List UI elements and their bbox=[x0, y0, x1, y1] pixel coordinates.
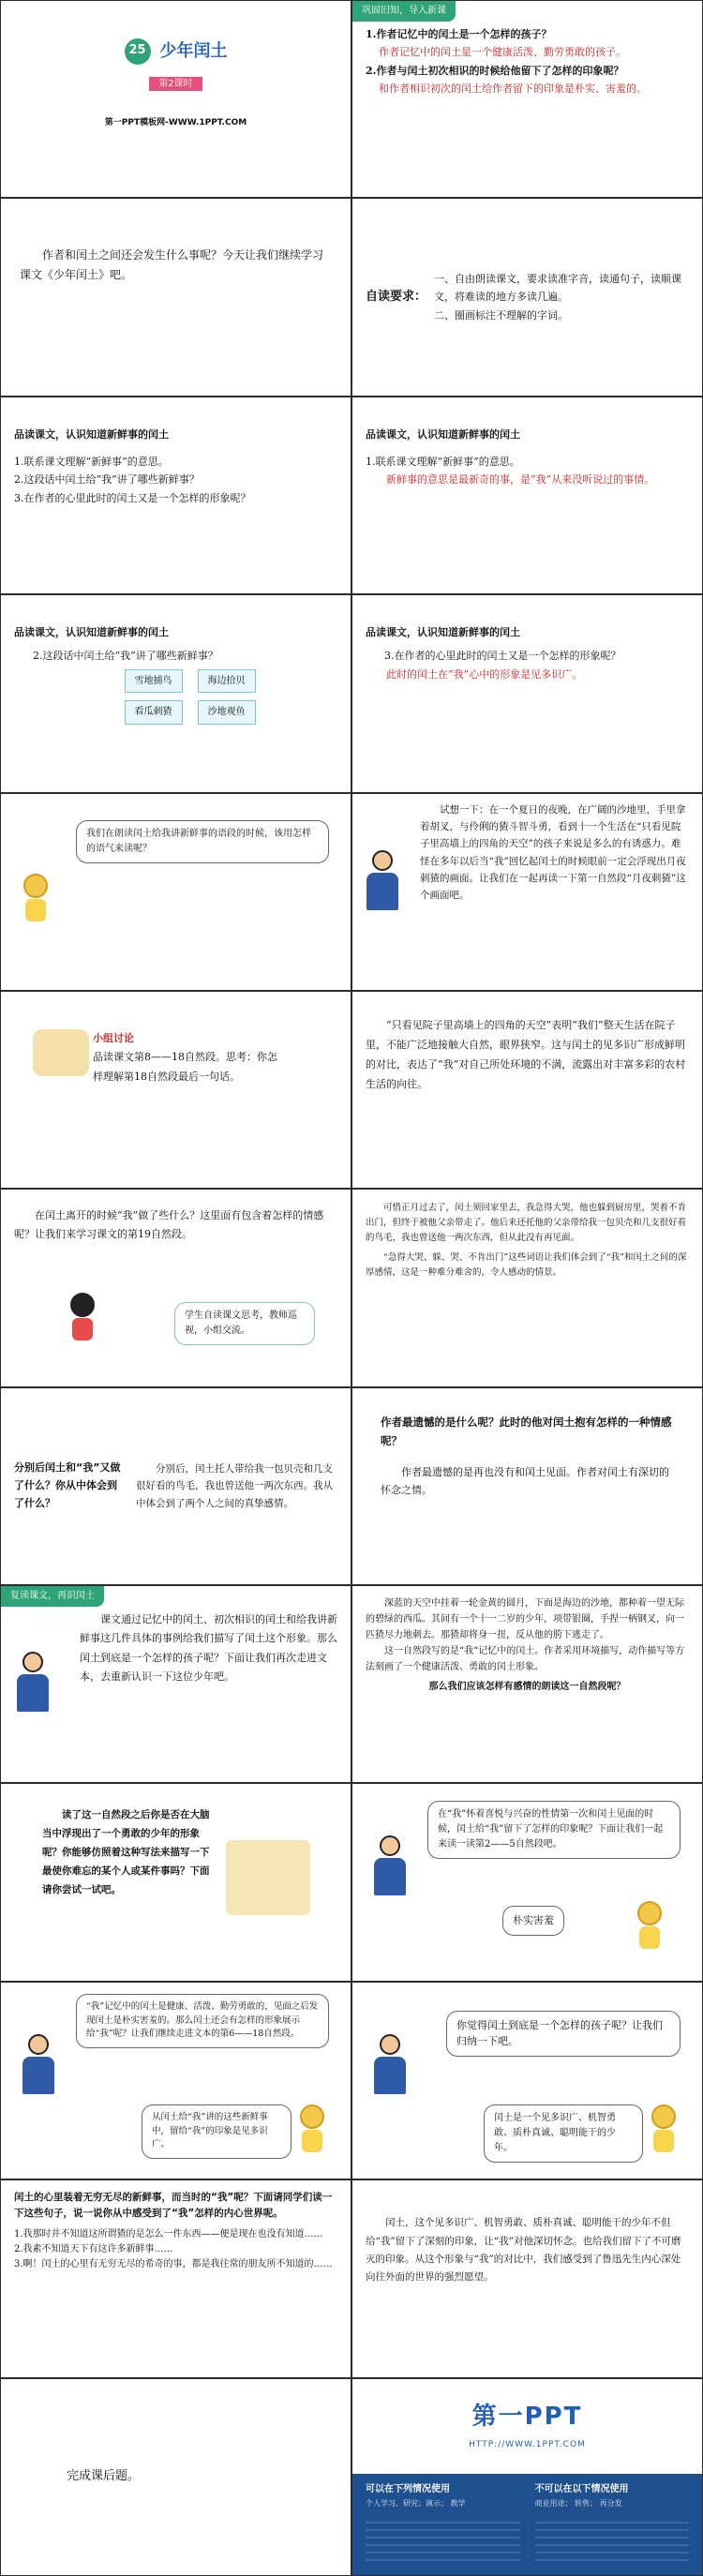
slide-inner-world bbox=[0, 2179, 352, 2377]
slide-heading: 品读课文，认识知道新鲜事的闰土 bbox=[14, 427, 169, 441]
analysis-text: “只看见院子里高墙上的四角的天空”表明“我们”整天生活在院子里，不能广泛地接触大自然，眼界狭窄。这与闰土的见多识广形成鲜明的对比，表达了“我”对自己所处环境的不满，流露出对丰富多彩的农村生活的向往。 bbox=[366, 1018, 686, 1090]
slide-reading-questions bbox=[0, 397, 352, 594]
question-1: 1.联系课文理解“新鲜事”的意思。 bbox=[14, 456, 169, 469]
slide-intro bbox=[0, 198, 352, 396]
requirement-1: 一、自由朗读课文，要求读准字音，读通句子，读顺课文，将难读的地方多读几遍。 bbox=[434, 273, 682, 304]
sentence-1: 1.我那时并不知道这所谓猹的是怎么一件东西——便是现在也没有知道…… bbox=[14, 2228, 323, 2239]
answer-1: 作者记忆中的闰土是一个健康活泼、勤劳勇敢的孩子。 bbox=[379, 46, 626, 59]
question-2: 2.这段话中闰土给“我”讲了哪些新鲜事？ bbox=[33, 650, 218, 663]
slide-new-things-list bbox=[0, 594, 352, 792]
slide-homework bbox=[0, 2378, 352, 2576]
inner-world-question: 闰土的心里装着无穷无尽的新鲜事，而当时的“我”呢？下面请同学们读一下这些句子，说一说你从中感受到了“我”怎样的内心世界呢。 bbox=[14, 2192, 333, 2220]
question-2: 2.这段话中闰土给“我”讲了哪些新鲜事？ bbox=[14, 473, 200, 487]
reread-text: 课文通过记忆中的闰土、初次相识的闰土和给我讲新鲜事这几件具体的事例给我们描写了闰土这个形象。那么闰土到底是一个怎样的孩子呢？下面让我们再次走进文本，去重新认识一下这位少年吧。 bbox=[80, 1613, 337, 1684]
site-footer: 第一PPT模板网-WWW.1PPT.COM bbox=[104, 118, 247, 127]
slide-new-things-meaning bbox=[352, 397, 703, 594]
lesson-number: 25 bbox=[128, 43, 146, 58]
question-3: 3.在作者的心里此时的闰土又是一个怎样的形象呢？ bbox=[14, 491, 251, 504]
lesson-title: 少年闰土 bbox=[159, 41, 228, 61]
slide-parting bbox=[0, 1189, 352, 1386]
excerpt-text: 可惜正月过去了，闰土须回家里去，我急得大哭，他也躲到厨房里，哭着不肯出门，但终于被他父亲带走了。他后来还托他的父亲带给我一包贝壳和几支很好看的鸟毛，我也曾送他一两次东西，但从此没有再见面。 bbox=[366, 1203, 687, 1243]
allowed-title: 可以在下列情况使用 bbox=[366, 2483, 450, 2494]
slide-group-discussion bbox=[0, 991, 352, 1189]
question-1: 1.作者记忆中的闰土是一个怎样的孩子？ bbox=[366, 28, 552, 40]
child-figure bbox=[20, 874, 52, 924]
parting-question: 在闰土离开的时候“我”做了些什么？这里面有包含着怎样的情感呢？让我们来学习课文的第19自然段。 bbox=[14, 1209, 324, 1240]
sentence-3: 3.啊！闰土的心里有无穷无尽的希奇的事，都是我往常的朋友所不知道的…… bbox=[14, 2258, 333, 2269]
slide-parting-text bbox=[352, 1189, 703, 1386]
teacher-figure bbox=[14, 1652, 52, 1717]
after-parting-question: 分别后闰土和“我”又做了什么？你从中体会到了什么？ bbox=[14, 1461, 121, 1509]
intro-text: 作者和闰土之间还会发生什么事呢？今天让我们继续学习课文《少年闰土》吧。 bbox=[20, 248, 324, 282]
requirements-label: 自读要求： bbox=[366, 289, 427, 304]
slide-cover bbox=[0, 0, 352, 198]
slide-heading: 品读课文，认识知道新鲜事的闰土 bbox=[366, 626, 520, 639]
memory-question: 那么我们应该怎样有感情的朗读这一自然段呢？ bbox=[428, 1682, 626, 1693]
sentence-2: 2.我素不知道天下有这许多新鲜事…… bbox=[14, 2243, 173, 2254]
requirement-2: 二、圈画标注不理解的字词。 bbox=[434, 308, 569, 322]
teacher-figure bbox=[371, 1835, 409, 1901]
group-discussion-label: 小组讨论 bbox=[93, 1031, 134, 1044]
slide-summary-question bbox=[352, 1982, 703, 2179]
allowed-sub: 个人学习、研究；演示； 教学 bbox=[366, 2499, 466, 2509]
speech-bubble: 从闰土给“我”讲的这些新鲜事中，留给“我”的印象是见多识广。 bbox=[142, 2104, 292, 2159]
speech-bubble: “我”记忆中的闰土是健康、活泼、勤劳勇敢的，见面之后发现闰土是朴实害羞的。那么闰土还会有怎样的形象展示给“我”呢？让我们继续走进文本的第6——18自然段。 bbox=[76, 1994, 329, 2048]
answer-3: 此时的闰土在“我”心中的形象是见多识广。 bbox=[386, 667, 583, 681]
teacher-figure bbox=[364, 850, 401, 916]
excerpt-analysis: “急得大哭、躲、哭、不肯出门”这些词语让我们体会到了“我”和闰土之间的深厚感情，这是一种难分难舍的，令人感动的情景。 bbox=[366, 1252, 687, 1278]
speech-bubble: 学生自读课文思考，教师巡视，小组交流。 bbox=[174, 1302, 315, 1345]
slide-impression-summary bbox=[0, 1982, 352, 2179]
imagine-text: 试想一下：在一个夏日的夜晚，在广阔的沙地里，手里拿着胡叉，与伶俐的猹斗智斗勇，看到十一个生活在“只看见院子里高墙上的四角的天空”的孩子来说是多么的有诱惑力。难怪在多年以后当“我”回忆起闰土的时候眼前一定会浮现出月夜刺猹的画面。让我们在一起再读一下第一自然段“月夜刺猹”这个画面吧。 bbox=[420, 803, 686, 902]
question-1: 1.联系课文理解“新鲜事”的意思。 bbox=[366, 456, 520, 469]
event-box: 看瓜刺猹 bbox=[125, 700, 183, 725]
slide-regret bbox=[352, 1387, 703, 1585]
girl-figure bbox=[67, 1293, 98, 1343]
after-parting-answer: 分别后，闰土托人带给我一包贝壳和几支很好看的鸟毛，我也曾送他一两次东西。我从中体会到了两个人之间的真挚感情。 bbox=[136, 1462, 333, 1509]
speech-bubble: 在“我”怀着喜悦与兴奋的性情第一次和闰土见面的时候，闰土给“我”留下了怎样的印象呢？下面让我们一起来读一读第2——5自然段吧。 bbox=[427, 1801, 681, 1859]
disallowed-title: 不可以在以下情况使用 bbox=[534, 2483, 629, 2494]
slide-heading: 品读课文，认识知道新鲜事的闰土 bbox=[366, 427, 520, 441]
section-tag: 巩固旧知，导入新课 bbox=[352, 1, 456, 22]
regret-question: 作者最遗憾的是什么呢？此时的他对闰土抱有怎样的一种情感呢？ bbox=[381, 1415, 672, 1447]
answer-bubble: 朴实害羞 bbox=[502, 1906, 564, 1936]
slide-conclusion bbox=[352, 2179, 703, 2377]
event-box: 雪地捕鸟 bbox=[125, 669, 183, 694]
school-boy-illustration bbox=[226, 1840, 310, 1915]
teacher-figure bbox=[371, 2034, 409, 2100]
event-box: 海边拾贝 bbox=[198, 669, 256, 694]
conclusion-text: 闰土，这个见多识广、机智勇敢、质朴真诚、聪明能干的少年不但给“我”留下了深刻的印象，让“我”对他深切怀念。也给我们留下了不可磨灭的印象。从这个形象与“我”的对比中，我们感受到了鲁迅先生内心深处向往外面的世界的强烈愿望。 bbox=[366, 2217, 681, 2284]
event-box: 沙地观鱼 bbox=[198, 700, 256, 725]
discussion-task: 品读课文第8——18自然段。思考：你怎样理解第18自然段最后一句话。 bbox=[93, 1050, 277, 1083]
answer-1: 新鲜事的意思是最新奇的事，是“我”从来没听说过的事情。 bbox=[386, 473, 655, 487]
slide-image-of-runtu bbox=[352, 594, 703, 792]
period-badge: 第2课时 bbox=[149, 77, 202, 91]
question-2: 2.作者与闰土初次相识的时候给他留下了怎样的印象呢？ bbox=[366, 64, 624, 77]
memory-excerpt: 深蓝的天空中挂着一轮金黄的圆月，下面是海边的沙地，都种着一望无际的碧绿的西瓜。其间有一个十一二岁的少年，项带银圈，手捏一柄钢叉，向一匹猹尽力地刺去。那猹却将身一扭，反从他的胯下逃走了。 bbox=[366, 1598, 684, 1641]
practice-text: 读了这一自然段之后你是否在大脑当中浮现出了一个勇敢的少年的形象呢？你能够仿照着这种写法来描写一下最使你难忘的某个人或某件事吗？下面请你尝试一试吧。 bbox=[42, 1809, 210, 1896]
child-figure bbox=[648, 2104, 680, 2155]
copyright-bar bbox=[352, 2474, 702, 2575]
memory-analysis: 这一自然段写的是“我”记忆中的闰土。作者采用环境描写，动作描写等方法刻画了一个健康活泼、勇敢的闰土形象。 bbox=[366, 1646, 685, 1673]
brand-url: HTTP://WWW.1PPT.COM bbox=[469, 2440, 586, 2450]
child-figure bbox=[634, 1901, 666, 1952]
slide-review bbox=[352, 0, 703, 198]
section-tag: 复读课文，再识闰土 bbox=[1, 1586, 104, 1607]
link-list bbox=[535, 2516, 690, 2563]
lesson-number-badge bbox=[125, 38, 151, 65]
slide-four-corners-sky bbox=[352, 991, 703, 1189]
answer-2: 和作者相识初次的闰土给作者留下的印象是朴实、害羞的。 bbox=[379, 82, 647, 95]
regret-answer: 作者最遗憾的是再也没有和闰土见面。作者对闰土有深切的怀念之情。 bbox=[381, 1465, 669, 1497]
disallowed-sub: 商业用途； 转售； 再分发 bbox=[534, 2499, 622, 2509]
brand-logo: 第一PPT bbox=[471, 2402, 583, 2431]
slide-after-parting bbox=[0, 1387, 352, 1585]
speech-bubble: 闰土是一个见多识广、机智勇敢、质朴真诚、聪明能干的少年。 bbox=[484, 2104, 643, 2163]
slide-first-meeting bbox=[352, 1783, 703, 1981]
reading-kid-illustration bbox=[33, 1029, 89, 1076]
homework-text: 完成课后题。 bbox=[67, 2468, 141, 2483]
child-figure bbox=[296, 2104, 328, 2155]
teacher-figure bbox=[20, 2034, 57, 2100]
link-list bbox=[366, 2516, 520, 2563]
speech-bubble: 你觉得闰土到底是一个怎样的孩子呢？让我们归纳一下吧。 bbox=[446, 2011, 681, 2057]
slide-imagine bbox=[352, 793, 703, 991]
slide-reading-requirements bbox=[352, 198, 703, 396]
slide-memory-paragraph bbox=[352, 1585, 703, 1783]
slide-reread bbox=[0, 1585, 352, 1783]
speech-bubble: 我们在朗读闰土给我讲新鲜事的语段的时候，该用怎样的语气来读呢？ bbox=[76, 820, 329, 863]
slide-writing-practice bbox=[0, 1783, 352, 1981]
slide-heading: 品读课文，认识知道新鲜事的闰土 bbox=[14, 626, 169, 639]
question-3: 3.在作者的心里此时的闰土又是一个怎样的形象呢？ bbox=[384, 650, 621, 663]
slide-copyright bbox=[352, 2378, 703, 2576]
slide-reading-tone bbox=[0, 793, 352, 991]
